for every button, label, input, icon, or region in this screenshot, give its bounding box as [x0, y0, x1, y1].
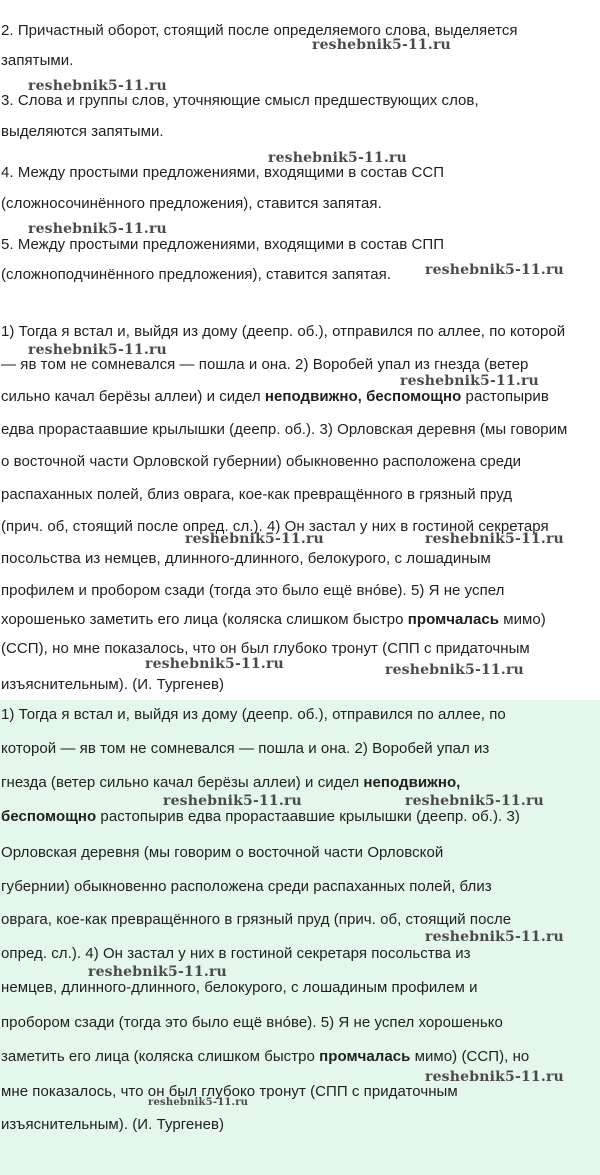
- watermark: reshebnik5-11.ru: [425, 262, 564, 278]
- rule-line: (сложноподчинённого предложения), ставится запятая.: [1, 266, 392, 283]
- example-line: гнезда (ветер сильно качал берёзы аллеи) и сидел неподвижно,: [1, 774, 461, 791]
- watermark: reshebnik5-11.ru: [425, 929, 564, 945]
- example-line: которой — яв том не сомневался — пошла и она. 2) Воробей упал из: [1, 740, 490, 757]
- example-text-plain: [0, 300, 600, 700]
- example-line: беспомощно растопырив едва прорастаавшие крылышки (деепр. об.). 3): [1, 808, 520, 825]
- watermark: reshebnik5-11.ru: [185, 531, 324, 547]
- bold-term: промчалась: [319, 1048, 411, 1065]
- example-line: заметить его лица (коляска слишком быстро промчалась мимо) (ССП), но: [1, 1048, 530, 1065]
- example-line: Орловская деревня (мы говорим о восточной части Орловской: [1, 844, 444, 861]
- rule-line: (сложносочинённого предложения), ставится запятая.: [1, 195, 382, 212]
- example-line: изъяснительным). (И. Тургенев): [1, 676, 225, 693]
- example-line: едва прорастаавшие крылышки (деепр. об.). 3) Орловская деревня (мы говорим: [1, 421, 568, 438]
- bold-term: промчалась: [407, 611, 500, 628]
- example-line: немцев, длинного-длинного, белокурого, с лошадиным профилем и: [1, 979, 478, 996]
- example-line: изъяснительным). (И. Тургенев): [1, 1116, 225, 1133]
- watermark: reshebnik5-11.ru: [148, 1097, 249, 1108]
- rule-line: запятыми.: [1, 52, 74, 69]
- example-line: опред. сл.). 4) Он застал у них в гостиной секретаря посольства из: [1, 945, 471, 962]
- rule-line: 2. Причастный оборот, стоящий после определяемого слова, выделяется: [1, 22, 518, 39]
- example-line: (ССП), но мне показалось, что он был глубоко тронут (СПП с придаточным: [1, 640, 530, 657]
- watermark: reshebnik5-11.ru: [385, 662, 524, 678]
- watermark: reshebnik5-11.ru: [312, 37, 451, 53]
- example-line: оврага, кое-как превращённого в грязный пруд (прич. об, стоящий после: [1, 911, 512, 928]
- watermark: reshebnik5-11.ru: [405, 793, 544, 809]
- example-line: 1) Тогда я встал и, выйдя из дому (деепр. об.), отправился по аллее, по которой: [1, 323, 566, 340]
- bold-term: неподвижно,: [363, 774, 461, 791]
- watermark: reshebnik5-11.ru: [28, 78, 167, 94]
- watermark: reshebnik5-11.ru: [88, 964, 227, 980]
- example-line: (прич. об, стоящий после опред. сл.). 4) Он застал у них в гостиной секретаря: [1, 518, 549, 535]
- example-line: пробором сзади (тогда это было ещё внóве). 5) Я не успел хорошенько: [1, 1014, 503, 1031]
- rule-line: выделяются запятыми.: [1, 123, 164, 140]
- watermark: reshebnik5-11.ru: [28, 221, 167, 237]
- example-line: — яв том не сомневался — пошла и она. 2) Воробей упал из гнезда (ветер: [1, 356, 529, 373]
- rule-line: 4. Между простыми предложениями, входящими в состав ССП: [1, 164, 445, 181]
- rule-line: 5. Между простыми предложениями, входящими в состав СПП: [1, 236, 445, 253]
- watermark: reshebnik5-11.ru: [425, 1069, 564, 1085]
- watermark: reshebnik5-11.ru: [400, 373, 539, 389]
- bold-term: неподвижно, беспомощно: [264, 388, 462, 405]
- example-line: профилем и пробором сзади (тогда это было ещё внóве). 5) Я не успел: [1, 582, 505, 599]
- example-line: мне показалось, что он был глубоко тронут (СПП с придаточным: [1, 1083, 458, 1100]
- watermark: reshebnik5-11.ru: [163, 793, 302, 809]
- example-line: о восточной части Орловской губернии) обыкновенно расположена среди: [1, 453, 522, 470]
- example-line: посольства из немцев, длинного-длинного, белокурого, с лошадиным: [1, 550, 491, 567]
- bold-term: беспомощно: [1, 808, 97, 825]
- example-line: сильно качал берёзы аллеи) и сидел неподвижно, беспомощно растопырив: [1, 388, 549, 405]
- example-line: 1) Тогда я встал и, выйдя из дому (деепр. об.), отправился по аллее, по: [1, 706, 506, 723]
- watermark: reshebnik5-11.ru: [28, 342, 167, 358]
- example-line: распаханных полей, близ оврага, кое-как превращённого в грязный пруд: [1, 486, 513, 503]
- example-line: губернии) обыкновенно расположена среди распаханных полей, близ: [1, 878, 492, 895]
- example-line: хорошенько заметить его лица (коляска слишком быстро промчалась мимо): [1, 611, 546, 628]
- rule-line: 3. Слова и группы слов, уточняющие смысл предшествующих слов,: [1, 92, 479, 109]
- watermark: reshebnik5-11.ru: [145, 656, 284, 672]
- watermark: reshebnik5-11.ru: [268, 150, 407, 166]
- watermark: reshebnik5-11.ru: [425, 531, 564, 547]
